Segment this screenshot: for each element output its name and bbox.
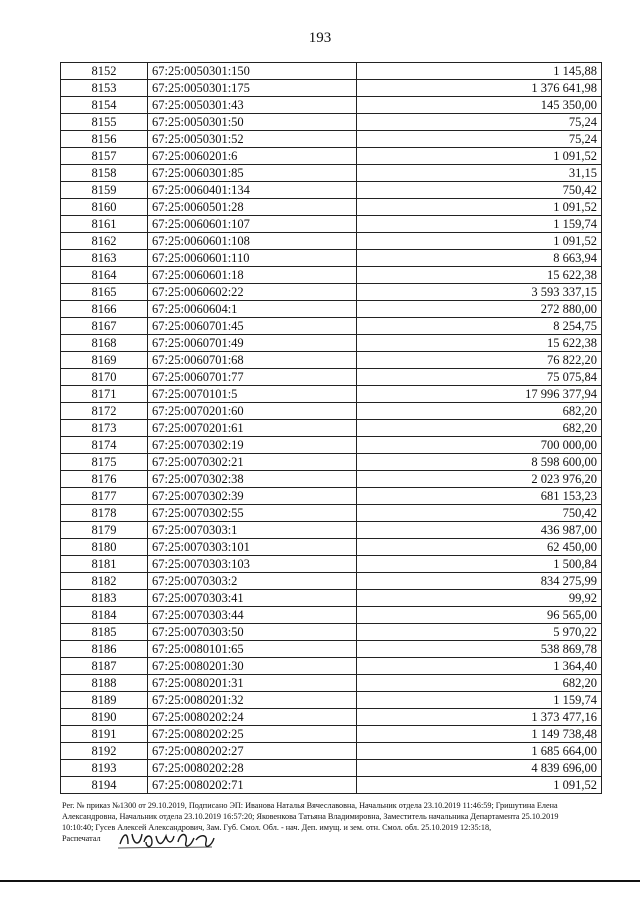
cadastral-number: 67:25:0080202:71: [148, 777, 357, 794]
row-number: 8168: [61, 335, 148, 352]
table-body: [61, 63, 602, 794]
cadastral-number: 67:25:0080201:30: [148, 658, 357, 675]
row-number: 8157: [61, 148, 148, 165]
cadastral-value: 8 663,94: [357, 250, 602, 267]
table-row: [61, 284, 602, 301]
cadastral-number: 67:25:0070201:60: [148, 403, 357, 420]
cadastral-number: 67:25:0060602:22: [148, 284, 357, 301]
table-row: [61, 97, 602, 114]
footer-line-2: Александровна, Начальник отдела 23.10.2019 16:57:20; Яковенкова Татьяна Владимировна, Заместитель начальника Департамента 25.10.2019: [62, 812, 559, 821]
row-number: 8181: [61, 556, 148, 573]
bottom-rule: [0, 880, 640, 882]
cadastral-value: 8 254,75: [357, 318, 602, 335]
row-number: 8170: [61, 369, 148, 386]
table-row: [61, 63, 602, 80]
cadastral-value-table: [60, 62, 602, 794]
row-number: 8153: [61, 80, 148, 97]
cadastral-number: 67:25:0070201:61: [148, 420, 357, 437]
table-row: [61, 233, 602, 250]
row-number: 8183: [61, 590, 148, 607]
cadastral-value: 15 622,38: [357, 335, 602, 352]
cadastral-number: 67:25:0080202:24: [148, 709, 357, 726]
row-number: 8190: [61, 709, 148, 726]
row-number: 8180: [61, 539, 148, 556]
cadastral-value: 1 364,40: [357, 658, 602, 675]
table-row: [61, 301, 602, 318]
row-number: 8160: [61, 199, 148, 216]
cadastral-number: 67:25:0050301:150: [148, 63, 357, 80]
cadastral-value: 1 376 641,98: [357, 80, 602, 97]
cadastral-number: 67:25:0060601:18: [148, 267, 357, 284]
row-number: 8184: [61, 607, 148, 624]
cadastral-value: 1 159,74: [357, 692, 602, 709]
cadastral-number: 67:25:0070303:50: [148, 624, 357, 641]
cadastral-value: 1 091,52: [357, 148, 602, 165]
cadastral-number: 67:25:0070303:2: [148, 573, 357, 590]
cadastral-number: 67:25:0060401:134: [148, 182, 357, 199]
cadastral-value: 31,15: [357, 165, 602, 182]
row-number: 8158: [61, 165, 148, 182]
table-row: [61, 777, 602, 794]
table-row: [61, 522, 602, 539]
cadastral-value: 99,92: [357, 590, 602, 607]
row-number: 8175: [61, 454, 148, 471]
cadastral-number: 67:25:0080202:25: [148, 726, 357, 743]
cadastral-number: 67:25:0080101:65: [148, 641, 357, 658]
cadastral-value: 436 987,00: [357, 522, 602, 539]
cadastral-value: 1 145,88: [357, 63, 602, 80]
table-row: [61, 760, 602, 777]
cadastral-value: 700 000,00: [357, 437, 602, 454]
table-row: [61, 726, 602, 743]
cadastral-value: 5 970,22: [357, 624, 602, 641]
footer-line-1: Рег. № приказ №1300 от 29.10.2019, Подписано ЭП: Иванова Наталья Вячеславовна, Начальник отдела 23.10.2019 11:46:59; Гришутина Елена: [62, 801, 558, 810]
row-number: 8172: [61, 403, 148, 420]
table-row: [61, 80, 602, 97]
cadastral-number: 67:25:0070303:101: [148, 539, 357, 556]
cadastral-value: 2 023 976,20: [357, 471, 602, 488]
table-row: [61, 539, 602, 556]
row-number: 8152: [61, 63, 148, 80]
table-row: [61, 675, 602, 692]
row-number: 8188: [61, 675, 148, 692]
row-number: 8166: [61, 301, 148, 318]
row-number: 8169: [61, 352, 148, 369]
table-row: [61, 148, 602, 165]
row-number: 8194: [61, 777, 148, 794]
cadastral-number: 67:25:0070302:55: [148, 505, 357, 522]
row-number: 8177: [61, 488, 148, 505]
row-number: 8167: [61, 318, 148, 335]
table-row: [61, 658, 602, 675]
cadastral-value: 76 822,20: [357, 352, 602, 369]
row-number: 8163: [61, 250, 148, 267]
cadastral-number: 67:25:0080202:28: [148, 760, 357, 777]
table-row: [61, 488, 602, 505]
cadastral-number: 67:25:0070303:41: [148, 590, 357, 607]
cadastral-number: 67:25:0060601:108: [148, 233, 357, 250]
cadastral-value: 75 075,84: [357, 369, 602, 386]
cadastral-value: 681 153,23: [357, 488, 602, 505]
table-row: [61, 216, 602, 233]
cadastral-value: 682,20: [357, 420, 602, 437]
cadastral-value: 1 091,52: [357, 233, 602, 250]
cadastral-value: 62 450,00: [357, 539, 602, 556]
row-number: 8171: [61, 386, 148, 403]
row-number: 8185: [61, 624, 148, 641]
cadastral-value: 4 839 696,00: [357, 760, 602, 777]
cadastral-value: 145 350,00: [357, 97, 602, 114]
cadastral-value: 1 091,52: [357, 199, 602, 216]
cadastral-value: 75,24: [357, 114, 602, 131]
cadastral-number: 67:25:0070303:103: [148, 556, 357, 573]
footer-line-3: 10:10:40; Гусев Алексей Александрович, Зам. Губ. Смол. Обл. - нач. Деп. имущ. и зем. отн. Смол. обл. 25.10.2019 12:35:18,: [62, 823, 492, 832]
table-row: [61, 437, 602, 454]
cadastral-number: 67:25:0060501:28: [148, 199, 357, 216]
cadastral-number: 67:25:0070101:5: [148, 386, 357, 403]
cadastral-number: 67:25:0080201:32: [148, 692, 357, 709]
table-row: [61, 369, 602, 386]
table-row: [61, 182, 602, 199]
row-number: 8159: [61, 182, 148, 199]
cadastral-value: 682,20: [357, 403, 602, 420]
cadastral-value: 750,42: [357, 505, 602, 522]
row-number: 8161: [61, 216, 148, 233]
row-number: 8179: [61, 522, 148, 539]
cadastral-value: 682,20: [357, 675, 602, 692]
cadastral-number: 67:25:0080202:27: [148, 743, 357, 760]
table-row: [61, 556, 602, 573]
cadastral-value: 1 500,84: [357, 556, 602, 573]
table-row: [61, 573, 602, 590]
row-number: 8156: [61, 131, 148, 148]
cadastral-number: 67:25:0060701:68: [148, 352, 357, 369]
row-number: 8173: [61, 420, 148, 437]
cadastral-number: 67:25:0070302:38: [148, 471, 357, 488]
table-row: [61, 709, 602, 726]
cadastral-number: 67:25:0060301:85: [148, 165, 357, 182]
row-number: 8176: [61, 471, 148, 488]
row-number: 8182: [61, 573, 148, 590]
row-number: 8189: [61, 692, 148, 709]
table-row: [61, 318, 602, 335]
cadastral-value: 1 685 664,00: [357, 743, 602, 760]
table-row: [61, 471, 602, 488]
row-number: 8192: [61, 743, 148, 760]
row-number: 8191: [61, 726, 148, 743]
cadastral-number: 67:25:0070302:39: [148, 488, 357, 505]
row-number: 8162: [61, 233, 148, 250]
cadastral-number: 67:25:0060601:110: [148, 250, 357, 267]
cadastral-number: 67:25:0070303:44: [148, 607, 357, 624]
table-row: [61, 114, 602, 131]
table-row: [61, 505, 602, 522]
table-row: [61, 386, 602, 403]
table-row: [61, 454, 602, 471]
cadastral-value: 15 622,38: [357, 267, 602, 284]
cadastral-number: 67:25:0070302:19: [148, 437, 357, 454]
table-row: [61, 692, 602, 709]
cadastral-number: 67:25:0060701:49: [148, 335, 357, 352]
cadastral-value: 272 880,00: [357, 301, 602, 318]
table-row: [61, 165, 602, 182]
row-number: 8155: [61, 114, 148, 131]
row-number: 8164: [61, 267, 148, 284]
cadastral-number: 67:25:0060201:6: [148, 148, 357, 165]
cadastral-number: 67:25:0060601:107: [148, 216, 357, 233]
cadastral-value: 8 598 600,00: [357, 454, 602, 471]
row-number: 8178: [61, 505, 148, 522]
page-number: 193: [308, 30, 332, 46]
cadastral-value: 1 149 738,48: [357, 726, 602, 743]
table-row: [61, 624, 602, 641]
cadastral-value: 750,42: [357, 182, 602, 199]
cadastral-value: 1 091,52: [357, 777, 602, 794]
cadastral-number: 67:25:0050301:43: [148, 97, 357, 114]
table-row: [61, 403, 602, 420]
cadastral-number: 67:25:0070302:21: [148, 454, 357, 471]
table-row: [61, 131, 602, 148]
table-row: [61, 420, 602, 437]
row-number: 8193: [61, 760, 148, 777]
cadastral-value: 75,24: [357, 131, 602, 148]
cadastral-number: 67:25:0080201:31: [148, 675, 357, 692]
table-row: [61, 250, 602, 267]
row-number: 8174: [61, 437, 148, 454]
cadastral-value: 17 996 377,94: [357, 386, 602, 403]
cadastral-value: 3 593 337,15: [357, 284, 602, 301]
table-row: [61, 743, 602, 760]
row-number: 8165: [61, 284, 148, 301]
table-row: [61, 641, 602, 658]
table-row: [61, 335, 602, 352]
table-row: [61, 352, 602, 369]
cadastral-value: 538 869,78: [357, 641, 602, 658]
cadastral-number: 67:25:0050301:50: [148, 114, 357, 131]
row-number: 8154: [61, 97, 148, 114]
handwritten-signature: [116, 826, 216, 852]
table-row: [61, 199, 602, 216]
cadastral-value: 1 159,74: [357, 216, 602, 233]
cadastral-number: 67:25:0060604:1: [148, 301, 357, 318]
cadastral-number: 67:25:0060701:45: [148, 318, 357, 335]
cadastral-number: 67:25:0070303:1: [148, 522, 357, 539]
footer-line-4: Распечатал: [62, 834, 101, 843]
row-number: 8186: [61, 641, 148, 658]
table-row: [61, 267, 602, 284]
row-number: 8187: [61, 658, 148, 675]
table-row: [61, 607, 602, 624]
cadastral-value: 1 373 477,16: [357, 709, 602, 726]
cadastral-number: 67:25:0050301:175: [148, 80, 357, 97]
cadastral-number: 67:25:0060701:77: [148, 369, 357, 386]
cadastral-value: 96 565,00: [357, 607, 602, 624]
cadastral-value: 834 275,99: [357, 573, 602, 590]
cadastral-number: 67:25:0050301:52: [148, 131, 357, 148]
table-row: [61, 590, 602, 607]
